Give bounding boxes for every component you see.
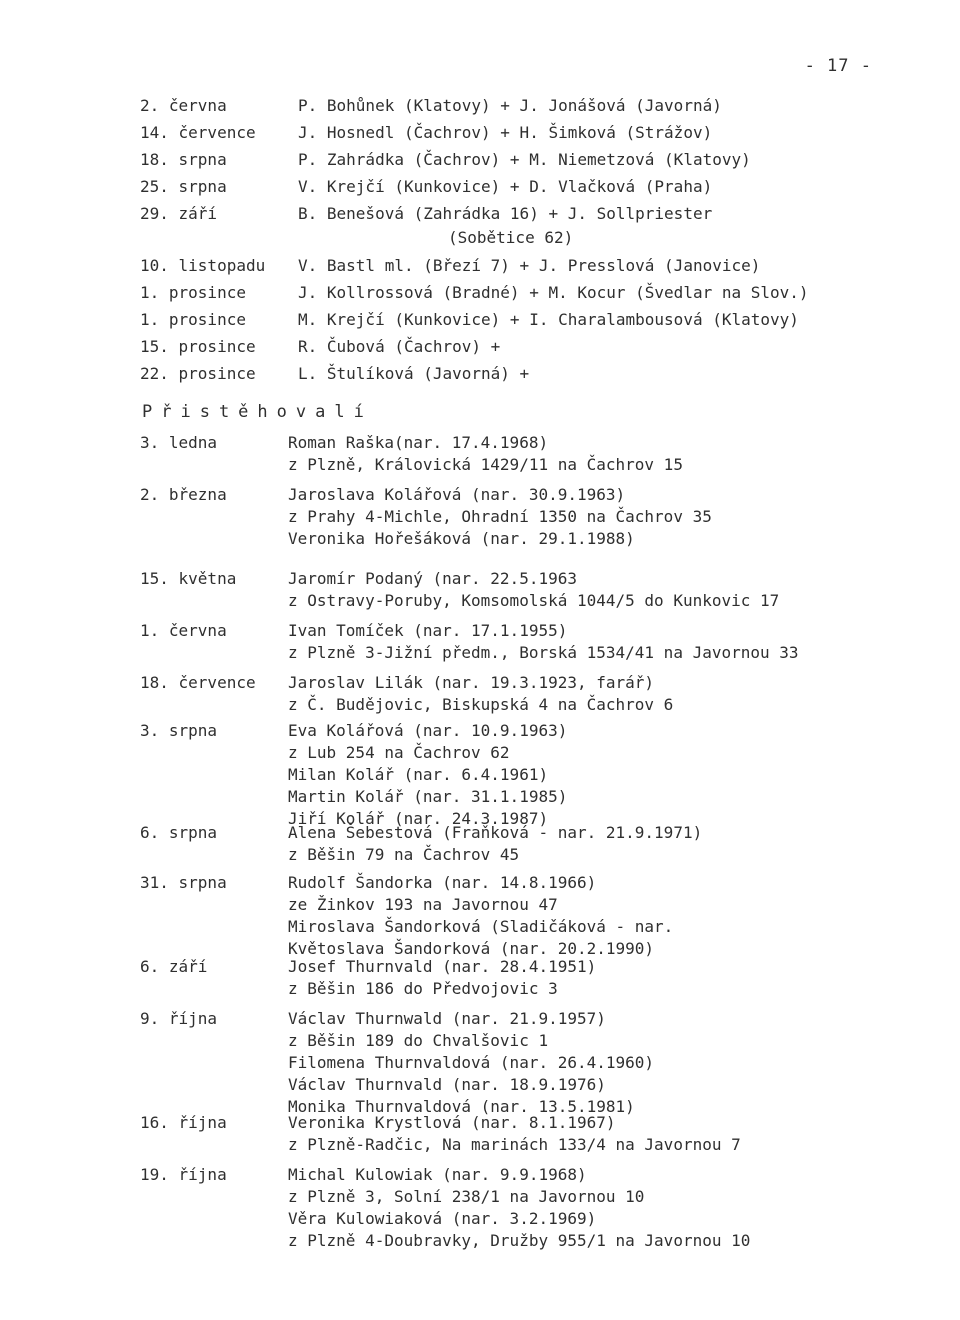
entry-names — [288, 432, 920, 476]
entry-line: (Sobětice 62) — [448, 228, 574, 247]
entry-line: z Plzně-Radčic, Na marinách 133/4 na Javornou 7 — [288, 1135, 741, 1154]
entry-date: 15. prosince — [140, 337, 256, 356]
entry-line: Josef Thurnvald (nar. 28.4.1951) — [288, 957, 597, 976]
entry-date: 19. října — [140, 1165, 227, 1184]
entry-date: 6. září — [140, 957, 208, 976]
entry-line: Věra Kulowiaková (nar. 3.2.1969) — [288, 1209, 597, 1228]
entry-line: Jaroslav Lilák (nar. 19.3.1923, farář) — [288, 673, 655, 692]
entry-date: 25. srpna — [140, 177, 227, 196]
entry-line: Veronika Krystlová (nar. 8.1.1967) — [288, 1113, 616, 1132]
entry-names — [288, 484, 920, 550]
entry-line: z Běšin 189 do Chvalšovic 1 — [288, 1031, 549, 1050]
entry-line: Václav Thurnvald (nar. 18.9.1976) — [288, 1075, 606, 1094]
entry-line: z Plzně, Královická 1429/11 na Čachrov 15 — [288, 455, 683, 474]
entry-line: Filomena Thurnvaldová (nar. 26.4.1960) — [288, 1053, 655, 1072]
entry-date: 18. července — [140, 673, 256, 692]
entry-date: 18. srpna — [140, 150, 227, 169]
entry-line: Roman Raška(nar. 17.4.1968) — [288, 433, 549, 452]
entry-line: Michal Kulowiak (nar. 9.9.1968) — [288, 1165, 587, 1184]
entry-names — [298, 254, 920, 278]
entry-date: 16. října — [140, 1113, 227, 1132]
entry-line: z Lub 254 na Čachrov 62 — [288, 743, 510, 762]
entry-line: z Plzně 4-Doubravky, Družby 955/1 na Javornou 10 — [288, 1231, 751, 1250]
entry-line: V. Krejčí (Kunkovice) + D. Vlačková (Praha) — [298, 177, 713, 196]
entry-line: Ivan Tomíček (nar. 17.1.1955) — [288, 621, 568, 640]
entry-names — [298, 335, 920, 359]
entry-names — [298, 281, 920, 305]
entry-names — [288, 1164, 920, 1252]
entry-line: L. Štulíková (Javorná) + — [298, 364, 530, 383]
entry-line: Květoslava Šandorková (nar. 20.2.1990) — [288, 939, 655, 958]
entry-line: ze Žinkov 193 na Javornou 47 — [288, 895, 558, 914]
entry-line: Martin Kolář (nar. 31.1.1985) — [288, 787, 568, 806]
entry-line: z Běšin 79 na Čachrov 45 — [288, 845, 520, 864]
entry-date: 6. srpna — [140, 823, 218, 842]
entry-line: Rudolf Šandorka (nar. 14.8.1966) — [288, 873, 597, 892]
entry-line: Eva Kolářová (nar. 10.9.1963) — [288, 721, 568, 740]
entry-line: Monika Thurnvaldová (nar. 13.5.1981) — [288, 1097, 635, 1116]
entry-date: 14. července — [140, 123, 256, 142]
entry-date: 2. března — [140, 485, 227, 504]
entry-date: 1. června — [140, 621, 227, 640]
entry-names — [298, 175, 920, 199]
entry-line: Veronika Hořešáková (nar. 29.1.1988) — [288, 529, 635, 548]
entry-line: Jaroslava Kolářová (nar. 30.9.1963) — [288, 485, 626, 504]
moved-in-heading: Přistěhovalí — [142, 402, 373, 422]
entry-date: 15. května — [140, 569, 237, 588]
entry-line: Alena Šebestová (Fraňková - nar. 21.9.1971) — [288, 823, 703, 842]
entry-date: 1. prosince — [140, 310, 246, 329]
entry-names — [288, 1112, 920, 1156]
entry-names — [298, 94, 920, 118]
entry-line: J. Hosnedl (Čachrov) + H. Šimková (Strážov) — [298, 123, 713, 142]
entry-line: P. Zahrádka (Čachrov) + M. Niemetzová (Klatovy) — [298, 150, 751, 169]
entry-names — [288, 568, 920, 612]
entry-line: Jaromír Podaný (nar. 22.5.1963 — [288, 569, 577, 588]
entry-line: Miroslava Šandorková (Sladičáková - nar. — [288, 917, 674, 936]
entry-line: M. Krejčí (Kunkovice) + I. Charalambousová (Klatovy) — [298, 310, 799, 329]
entry-date: 22. prosince — [140, 364, 256, 383]
entry-names — [288, 720, 920, 830]
entry-line: z Plzně 3, Solní 238/1 na Javornou 10 — [288, 1187, 645, 1206]
entry-line: Milan Kolář (nar. 6.4.1961) — [288, 765, 549, 784]
entry-line: P. Bohůnek (Klatovy) + J. Jonášová (Javorná) — [298, 96, 722, 115]
entry-date: 2. června — [140, 96, 227, 115]
entry-date: 9. října — [140, 1009, 218, 1028]
entry-date: 29. září — [140, 204, 218, 223]
entry-line: V. Bastl ml. (Březí 7) + J. Presslová (Janovice) — [298, 256, 761, 275]
entry-line: B. Benešová (Zahrádka 16) + J. Sollpriester — [298, 204, 713, 223]
entry-names — [288, 1008, 920, 1118]
entry-names — [298, 308, 920, 332]
entry-line: z Č. Budějovic, Biskupská 4 na Čachrov 6 — [288, 695, 674, 714]
entry-names — [298, 362, 920, 386]
entry-line: z Běšin 186 do Předvojovic 3 — [288, 979, 558, 998]
entry-line: Jiří Kolář (nar. 24.3.1987) — [288, 809, 549, 828]
entry-line: z Prahy 4-Michle, Ohradní 1350 na Čachrov 35 — [288, 507, 712, 526]
page-number: - 17 - — [804, 56, 872, 76]
entry-date: 3. ledna — [140, 433, 218, 452]
entry-names — [298, 202, 920, 250]
entry-names — [298, 121, 920, 145]
entry-names — [288, 956, 920, 1000]
entry-line: z Ostravy-Poruby, Komsomolská 1044/5 do Kunkovic 17 — [288, 591, 780, 610]
entry-names — [288, 822, 920, 866]
entry-date: 10. listopadu — [140, 256, 266, 275]
entry-date: 31. srpna — [140, 873, 227, 892]
entry-date: 3. srpna — [140, 721, 218, 740]
entry-names — [288, 672, 920, 716]
entry-names — [288, 620, 920, 664]
entry-line: z Plzně 3-Jižní předm., Borská 1534/41 na Javornou 33 — [288, 643, 799, 662]
entry-names — [288, 872, 920, 960]
entry-names — [298, 148, 920, 172]
entry-line: J. Kollrossová (Bradné) + M. Kocur (Švedlar na Slov.) — [298, 283, 809, 302]
entry-line: Václav Thurnwald (nar. 21.9.1957) — [288, 1009, 606, 1028]
entry-line: R. Čubová (Čachrov) + — [298, 337, 501, 356]
entry-date: 1. prosince — [140, 283, 246, 302]
